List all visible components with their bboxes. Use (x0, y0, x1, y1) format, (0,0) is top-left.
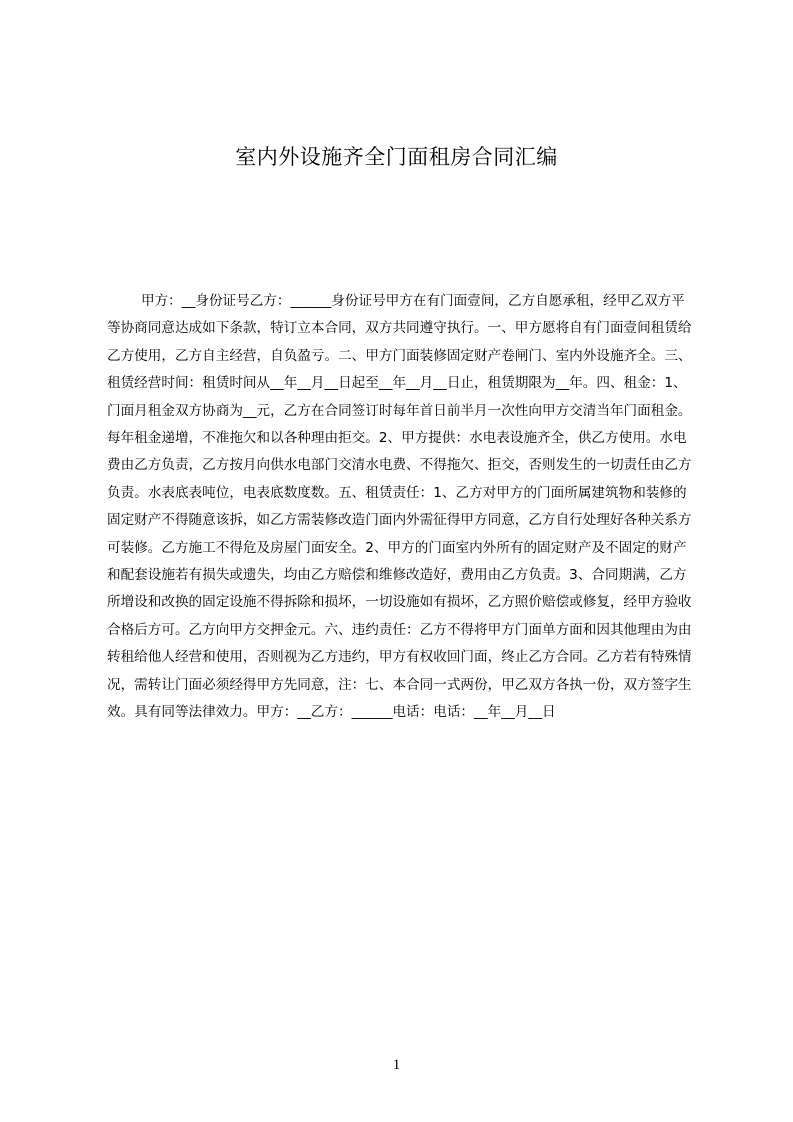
page-number: 1 (392, 1057, 401, 1073)
contract-body (107, 288, 697, 798)
contract-paragraph: 甲方：__身份证号乙方：______身份证号甲方在有门面壹间，乙方自愿承租，经甲乙双方平等协商同意达成如下条款，特订立本合同，双方共同遵守执行。一、甲方愿将自有门面壹间租赁给乙方使用，乙方自主经营，自负盈亏。二、甲方门面装修固定财产卷闸门、室内外设施齐全。三、租赁经营时间：租赁时间从__年__月__日起至__年__月__日止，租赁期限为__年。四、租金：1、门面月租金双方协商为__元，乙方在合同签订时每年首日前半月一次性向甲方交清当年门面租金。每年租金递增，不准拖欠和以各种理由拒交。2、甲方提供：水电表设施齐全，供乙方使用。水电费由乙方负责，乙方按月向供水电部门交清水电费、不得拖欠、拒交，否则发生的一切责任由乙方负责。水表底表吨位，电表底数度数。五、租赁责任：1、乙方对甲方的门面所属建筑物和装修的固定财产不得随意该拆，如乙方需装修改造门面内外需征得甲方同意，乙方自行处理好各种关系方可装修。乙方施工不得危及房屋门面安全。2、甲方的门面室内外所有的固定财产及不固定的财产和配套设施若有损失或遗失，均由乙方赔偿和维修改造好，费用由乙方负责。3、合同期满，乙方所增设和改换的固定设施不得拆除和损坏，一切设施如有损坏，乙方照价赔偿或修复，经甲方验收合格后方可。乙方向甲方交押金元。六、违约责任：乙方不得将甲方门面单方面和因其他理由为由转租给他人经营和使用，否则视为乙方违约，甲方有权收回门面，终止乙方合同。乙方若有特殊情况，需转让门面必须经得甲方先同意，注：七、本合同一式两份，甲乙双方各执一份，双方签字生效。具有同等法律效力。甲方：__乙方：______电话：电话：__年__月__日 (107, 293, 692, 721)
document-title: 室内外设施齐全门面租房合同汇编 (235, 145, 558, 169)
